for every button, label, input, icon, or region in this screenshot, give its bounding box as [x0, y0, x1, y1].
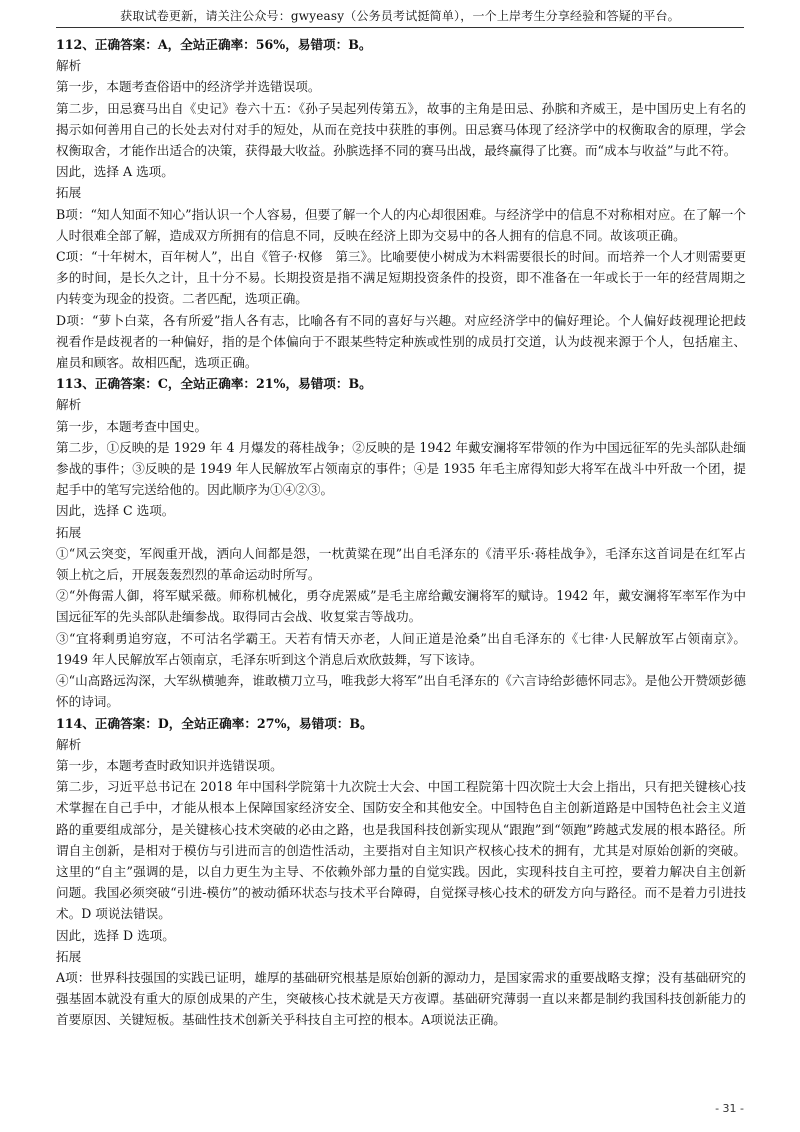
q114-title: 114、正确答案：D，全站正确率：27%，易错项：B。	[56, 715, 373, 731]
q112-step1: 第一步，本题考查俗语中的经济学并选错误项。	[56, 79, 321, 95]
q114-extension-label: 拓展	[56, 948, 82, 964]
q114-step1: 第一步，本题考查时政知识并选错误项。	[56, 757, 283, 773]
q112-ext-b: B项：“知人知面不知心”指认识一个人容易，但要了解一个人的内心却很困难。与经济学中的信息不对称相对应。在了解一个人时很难全部了解，造成双方所拥有的信息不同，反映在经济上即为交易中的各人拥有的信息不同。故该项正确。	[56, 206, 746, 243]
q113-ext-1: ①“风云突变，军阀重开战，洒向人间都是怨，一枕黄粱在现”出自毛泽东的《清平乐·蒋桂战争》，毛泽东这首词是在红军占领上杭之后，开展轰轰烈烈的革命运动时所写。	[56, 545, 746, 583]
q113-step1: 第一步，本题考查中国史。	[56, 418, 208, 434]
q112-ext-c: C项：“十年树木，百年树人”，出自《管子·权修 第三》。比喻要使小树成为木料需要很长的时间。而培养一个人才则需要更多的时间，是长久之计，且十分不易。长期投资是指不满足短期投资条件的投资，即不准备在一年或长于一年的经营周期之内转变为现金的投资。二者匹配，选项正确。	[56, 249, 746, 307]
q112-analysis-label: 解析	[56, 58, 82, 74]
q114-analysis-label: 解析	[56, 736, 82, 752]
document-body	[56, 34, 746, 1031]
q114-ext-a: A项：世界科技强国的实践已证明，雄厚的基础研究根基是原始创新的源动力，是国家需求的重要战略支撑；没有基础研究的强基固本就没有重大的原创成果的产生，突破核心技术就是天方夜谭。基础研究薄弱一直以来都是制约我国科技创新能力的首要原因、关键短板。基础性技术创新关乎科技自主可控的根本。A项说法正确。	[56, 969, 746, 1028]
q113-conclusion: 因此，选择 C 选项。	[56, 503, 175, 519]
q113-step2: 第二步，①反映的是 1929 年 4 月爆发的蒋桂战争；②反映的是 1942 年戴安澜将军带领的作为中国远征军的先头部队赴缅参战的事件；③反映的是 1949 年人民解放军占领南京的事件；④是 1935 年毛主席得知彭大将军在战斗中歼敌一个团，提起手中的笔写完送给他的。因此顺序为①④②③。	[56, 439, 746, 498]
q113-ext-2: ②“外侮需人御，将军赋采薇。师称机械化，勇夺虎罴威”是毛主席给戴安澜将军的赋诗。1942 年，戴安澜将军率军作为中国远征军的先头部队赴缅参战。取得同古会战、收复棠吉等战功。	[56, 588, 746, 625]
q112-ext-d: D项：“萝卜白菜，各有所爱”指人各有志，比喻各有不同的喜好与兴趣。对应经济学中的偏好理论。个人偏好歧视理论把歧视看作是歧视者的一种偏好，指的是个体偏向于不跟某些特定种族或性别的成员打交道，认为歧视来源于个人，包括雇主、雇员和顾客。故相匹配，选项正确。	[56, 312, 746, 371]
q114-step2: 第二步，习近平总书记在 2018 年中国科学院第十九次院士大会、中国工程院第十四次院士大会上指出，只有把关键核心技术掌握在自己手中，才能从根本上保障国家经济安全、国防安全和其他安全。中国特色自主创新道路是中国特色社会主义道路的重要组成部分，是关键核心技术突破的必由之路，也是我国科技创新实现从“跟跑”到“领跑”跨越式发展的根本路径。所谓自主创新，是相对于模仿与引进而言的创造性活动，主要指对自主知识产权核心技术的拥有，尤其是对原始创新的突破。这里的“自主”强调的是，以自力更生为主导、不依赖外部力量的自觉实践。因此，实现科技自主可控，要着力解决自主创新问题。我国必须突破“引进-模仿”的被动循环状态与技术平台障碍，自觉探寻核心技术的研发方向与路径。而不是着力引进技术。D 项说法错误。	[56, 779, 746, 922]
q113-title: 113、正确答案：C，全站正确率：21%，易错项：B。	[56, 376, 372, 392]
q112-step2: 第二步，田忌赛马出自《史记》卷六十五：《孙子吴起列传第五》，故事的主角是田忌、孙膑和齐威王，是中国历史上有名的揭示如何善用自己的长处去对付对手的短处，从而在竞技中获胜的事例。田忌赛马体现了经济学中的权衡取舍的原理，学会权衡取舍，才能作出适合的决策，获得最大收益。孙膑选择不同的赛马出战，最终赢得了比赛。而“成本与收益”与此不符。	[56, 100, 746, 159]
page-number: - 31 -	[715, 1102, 744, 1115]
q113-analysis-label: 解析	[56, 397, 82, 413]
q112-extension-label: 拓展	[56, 185, 82, 201]
q113-ext-4: ④“山高路远沟深，大军纵横驰奔，谁敢横刀立马，唯我彭大将军”出自毛泽东的《六言诗给彭德怀同志》。是他公开赞颂彭德怀的诗词。	[56, 673, 746, 710]
q113-extension-label: 拓展	[56, 524, 82, 540]
page-header: 获取试卷更新，请关注公众号：gwyeasy（公务员考试挺简单），一个上岸考生分享经验和答疑的平台。	[120, 9, 680, 23]
q112-title: 112、正确答案：A，全站正确率：56%，易错项：B。	[56, 37, 372, 52]
q112-conclusion: 因此，选择 A 选项。	[56, 164, 174, 180]
q113-ext-3: ③“宜将剩勇追穷寇，不可沽名学霸王。天若有情天亦老，人间正道是沧桑”出自毛泽东的《七律·人民解放军占领南京》。1949 年人民解放军占领南京，毛泽东听到这个消息后欢欣鼓舞，写下该诗。	[56, 630, 746, 667]
header-divider	[56, 27, 744, 28]
q114-conclusion: 因此，选择 D 选项。	[56, 927, 175, 943]
